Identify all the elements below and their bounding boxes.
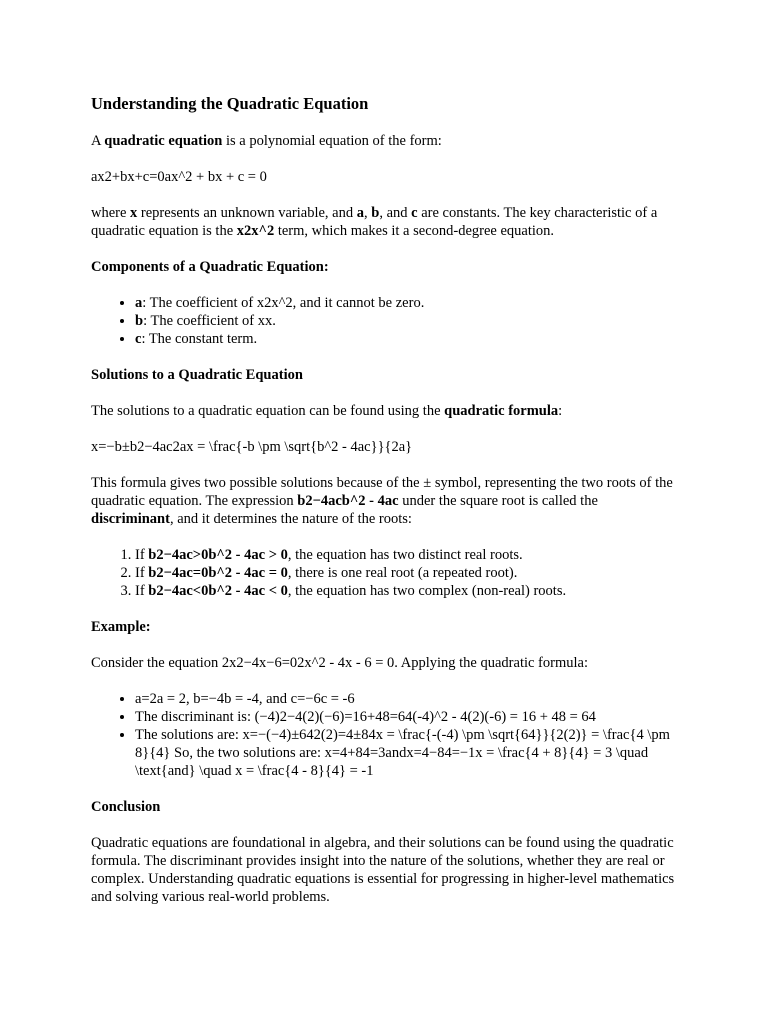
case-condition: b2−4ac>0b^2 - 4ac > 0 bbox=[148, 547, 288, 563]
list-item: • a=2a = 2, b=−4b = -4, and c=−6c = -6 bbox=[135, 690, 681, 708]
explain-text-2: under the square root is called the bbox=[398, 493, 598, 509]
example-heading: Example: bbox=[91, 619, 151, 635]
case-pre: If bbox=[135, 583, 149, 599]
where-bold-b: b bbox=[371, 205, 380, 221]
case-post: , the equation has two complex (non-real) roots. bbox=[287, 583, 567, 599]
where-bold-a: a bbox=[356, 205, 364, 221]
explain-text-3: , and it determines the nature of the roots: bbox=[169, 511, 412, 527]
page-title: Understanding the Quadratic Equation bbox=[91, 94, 369, 113]
solutions-intro-pre: The solutions to a quadratic equation can be found using the bbox=[91, 403, 445, 419]
component-term: c bbox=[135, 331, 142, 347]
where-text-5: are constants. The key characteristic of a quadratic equation is the bbox=[91, 205, 658, 239]
discriminant-term: discriminant bbox=[91, 511, 170, 527]
case-post: , there is one real root (a repeated root). bbox=[287, 565, 518, 581]
case-condition: b2−4ac=0b^2 - 4ac = 0 bbox=[148, 565, 288, 581]
components-list bbox=[91, 294, 681, 348]
intro-term: quadratic equation bbox=[104, 133, 223, 149]
list-item bbox=[135, 294, 681, 312]
where-text-3: , bbox=[364, 205, 372, 221]
component-desc: : The coefficient of x2x^2, and it cannot be zero. bbox=[142, 295, 425, 311]
explain-text-1: This formula gives two possible solutions because of the ± symbol, representing the two roots of the quadratic equation. The expression bbox=[91, 475, 673, 509]
where-bold-x: x bbox=[130, 205, 138, 221]
intro-paragraph bbox=[91, 132, 681, 150]
conclusion-paragraph: Quadratic equations are foundational in algebra, and their solutions can be found using the quadratic formula. The discriminant provides insight into the nature of the solutions, whether they are real or complex. Understanding quadratic equations is essential for progressing in higher-level mathematics and solving various real-world problems. bbox=[91, 835, 675, 905]
component-desc: : The constant term. bbox=[141, 331, 258, 347]
where-text-1: where bbox=[91, 205, 131, 221]
list-item bbox=[135, 312, 681, 330]
components-heading: Components of a Quadratic Equation: bbox=[91, 259, 329, 275]
case-post: , the equation has two distinct real roots. bbox=[287, 547, 523, 563]
case-condition: b2−4ac<0b^2 - 4ac < 0 bbox=[148, 583, 288, 599]
component-term: a bbox=[135, 295, 143, 311]
general-form-equation: ax2+bx+c=0ax^2 + bx + c = 0 bbox=[91, 169, 267, 185]
quadratic-formula: x=−b±b2−4ac2ax = \frac{-b \pm \sqrt{b^2 - 4ac}}{2a} bbox=[91, 439, 413, 455]
example-intro: Consider the equation 2x2−4x−6=02x^2 - 4x - 6 = 0. Applying the quadratic formula: bbox=[91, 655, 588, 671]
case-pre: If bbox=[135, 547, 149, 563]
component-desc: : The coefficient of xx. bbox=[143, 313, 276, 329]
intro-text-post: is a polynomial equation of the form: bbox=[222, 133, 442, 149]
list-item bbox=[135, 564, 681, 582]
list-item: • The solutions are: x=−(−4)±642(2)=4±84x = \frac{-(-4) \pm \sqrt{64}}{2(2)} = \frac{4 \pm 8}{4} So, the two solutions are: x=4+84=3andx=4−84=−1x = \frac{4 + 8}{4} = 3 \quad \text{and} \quad x = \frac{4 - 8}{4} = -1 bbox=[135, 726, 681, 780]
discriminant-expression: b2−4acb^2 - 4ac bbox=[297, 493, 399, 509]
document-body bbox=[91, 94, 681, 924]
list-item: • The discriminant is: (−4)2−4(2)(−6)=16+48=64(-4)^2 - 4(2)(-6) = 16 + 48 = 64 bbox=[135, 708, 681, 726]
discriminant-cases-list bbox=[91, 546, 681, 600]
list-item bbox=[135, 330, 681, 348]
where-text-2: represents an unknown variable, and bbox=[137, 205, 357, 221]
list-item bbox=[135, 546, 681, 564]
where-paragraph bbox=[91, 204, 681, 240]
where-bold-x-squared: x2x^2 bbox=[236, 223, 275, 239]
case-pre: If bbox=[135, 565, 149, 581]
where-text-6: term, which makes it a second-degree equation. bbox=[274, 223, 555, 239]
intro-text-pre: A bbox=[91, 133, 105, 149]
where-text-4: , and bbox=[379, 205, 412, 221]
solutions-heading: Solutions to a Quadratic Equation bbox=[91, 367, 303, 383]
formula-explain-paragraph bbox=[91, 474, 681, 528]
conclusion-heading: Conclusion bbox=[91, 799, 161, 815]
component-term: b bbox=[135, 313, 144, 329]
where-bold-c: c bbox=[411, 205, 418, 221]
solutions-intro-post: : bbox=[558, 403, 563, 419]
example-list bbox=[91, 690, 681, 780]
solutions-intro-paragraph bbox=[91, 402, 681, 420]
list-item bbox=[135, 582, 681, 600]
solutions-intro-term: quadratic formula bbox=[444, 403, 559, 419]
